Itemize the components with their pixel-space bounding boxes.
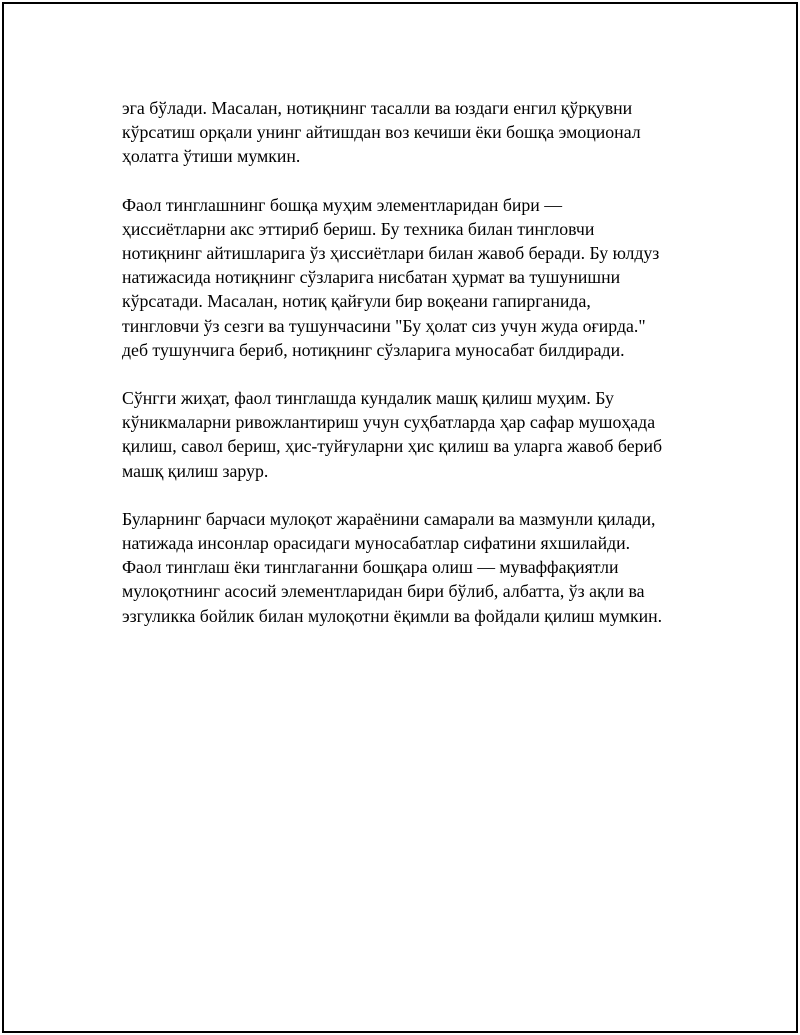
text-line: эзгуликка бойлик билан мулоқотни ёқимли ва фойдали қилиш мумкин. xyxy=(122,605,663,626)
text-line: кўникмаларни ривожлантириш учун суҳбатларда ҳар сафар мушоҳада xyxy=(122,412,656,433)
text-line: мулоқотнинг асосий элементларидан бири бўлиб, албатта, ўз ақли ва xyxy=(122,581,645,602)
text-line: Фаол тинглаш ёки тинглаганни бошқара олиш — муваффақиятли xyxy=(122,557,619,578)
document-body xyxy=(122,96,722,652)
text-line: ҳиссиётларни акс эттириб бериш. Бу техника билан тингловчи xyxy=(122,218,595,239)
text-line: эга бўлади. Масалан, нотиқнинг тасалли ва юздаги енгил қўрқувни xyxy=(122,98,633,118)
paragraph-1 xyxy=(122,96,722,169)
text-line: Фаол тинглашнинг бошқа муҳим элементларидан бири — xyxy=(122,194,563,215)
paragraph-3 xyxy=(122,386,722,483)
text-line: Буларнинг барчаси мулоқот жараёнини самарали ва мазмунли қилади, xyxy=(122,508,656,529)
text-line: нотиқнинг айтишларига ўз ҳиссиётлари билан жавоб беради. Бу юлдуз xyxy=(122,243,660,264)
text-line: натижасида нотиқнинг сўзларига нисбатан ҳурмат ва тушунишни xyxy=(122,267,621,288)
document-page xyxy=(2,2,798,1033)
text-line: машқ қилиш зарур. xyxy=(122,460,269,481)
text-line: тингловчи ўз сезги ва тушунчасини "Бу ҳолат сиз учун жуда оғирда." xyxy=(122,315,646,336)
paragraph-4 xyxy=(122,507,722,628)
text-line: Сўнгги жиҳат, фаол тинглашда кундалик машқ қилиш муҳим. Бу xyxy=(122,388,614,409)
text-line: деб тушунчига бериб, нотиқнинг сўзларига муносабат билдиради. xyxy=(122,339,625,360)
text-line: кўрсатади. Масалан, нотиқ қайғули бир воқеани гапирганида, xyxy=(122,291,591,312)
text-line: ҳолатга ўтиши мумкин. xyxy=(122,146,301,167)
text-line: қилиш, савол бериш, ҳис-туйғуларни ҳис қилиш ва уларга жавоб бериб xyxy=(122,436,663,457)
text-line: кўрсатиш орқали унинг айтишдан воз кечиши ёки бошқа эмоционал xyxy=(122,122,641,143)
text-line: натижада инсонлар орасидаги муносабатлар сифатини яхшилайди. xyxy=(122,533,631,554)
paragraph-2 xyxy=(122,193,722,362)
